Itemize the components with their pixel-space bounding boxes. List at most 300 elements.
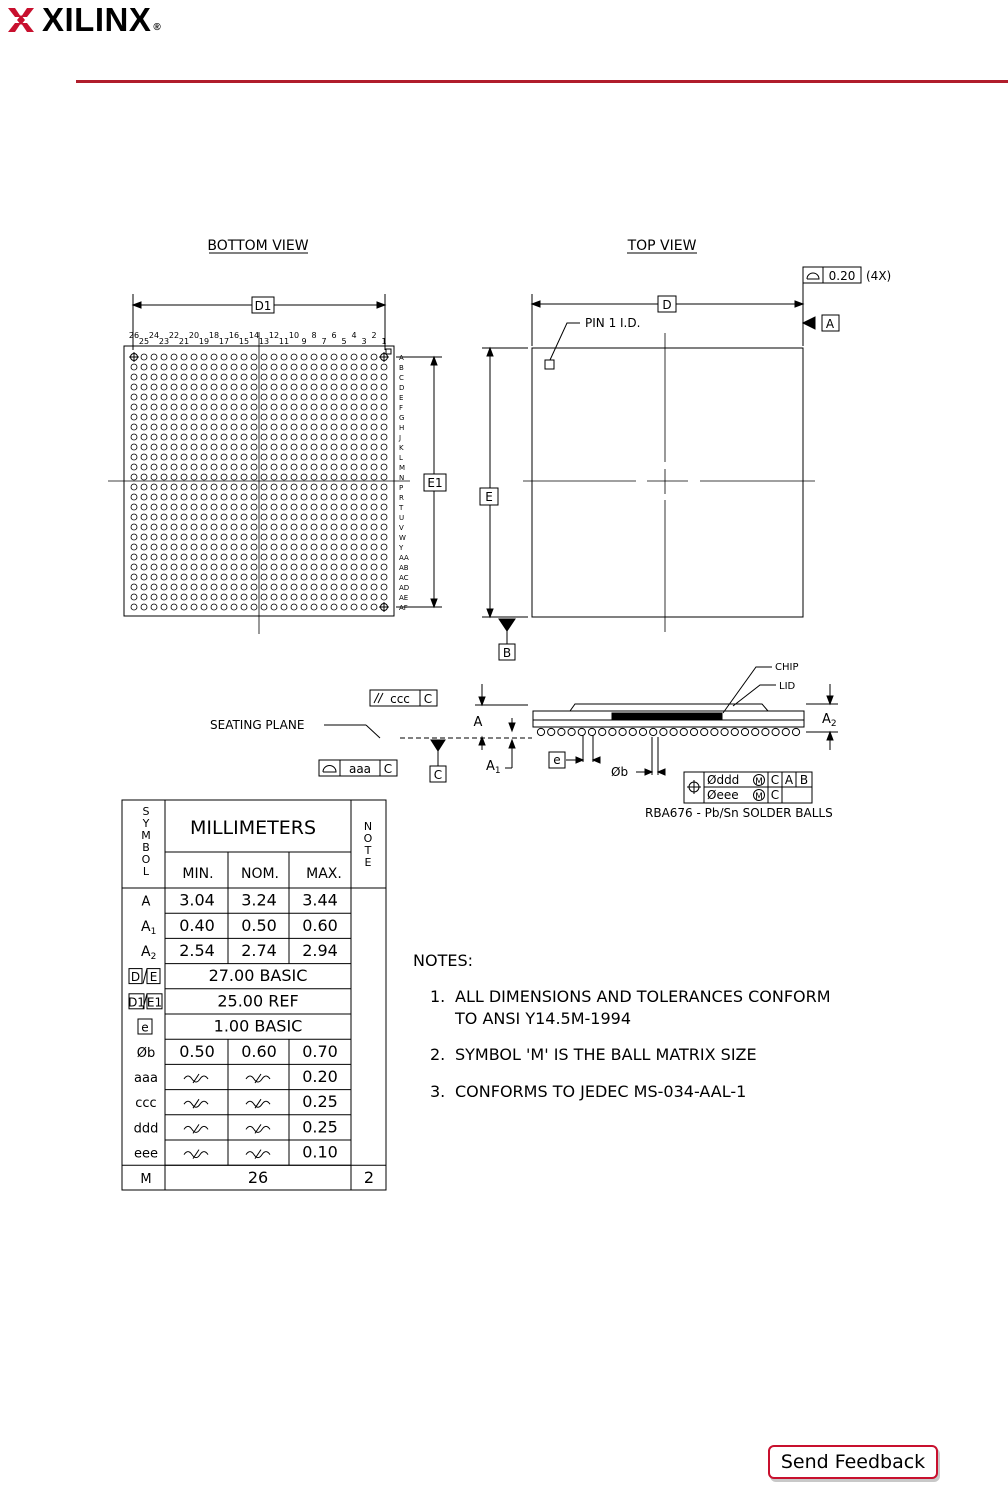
solder-ball	[341, 414, 347, 420]
solder-ball	[301, 574, 307, 580]
solder-ball	[151, 514, 157, 520]
e-pitch-label: e	[553, 753, 561, 767]
solder-ball	[141, 534, 147, 540]
solder-ball	[371, 574, 377, 580]
notes-block	[413, 951, 831, 1101]
solder-ball	[371, 444, 377, 450]
solder-ball	[371, 554, 377, 560]
solder-ball	[161, 364, 167, 370]
solder-ball	[201, 524, 207, 530]
solder-ball	[351, 504, 357, 510]
solder-ball	[171, 494, 177, 500]
solder-ball	[201, 544, 207, 550]
solder-ball	[271, 534, 277, 540]
lid-label: LID	[779, 681, 796, 692]
solder-ball	[221, 604, 227, 610]
solder-ball	[281, 364, 287, 370]
solder-ball	[361, 524, 367, 530]
solder-ball	[361, 554, 367, 560]
solder-ball	[181, 514, 187, 520]
row-letter: R	[399, 494, 404, 502]
solder-ball	[201, 414, 207, 420]
solder-ball	[141, 404, 147, 410]
solder-ball	[151, 564, 157, 570]
solder-ball	[371, 424, 377, 430]
solder-ball	[221, 414, 227, 420]
max-cell: 3.44	[302, 890, 338, 910]
solder-ball	[371, 524, 377, 530]
solder-ball	[301, 604, 307, 610]
solder-ball	[191, 404, 197, 410]
solder-ball	[381, 424, 387, 430]
solder-ball	[201, 434, 207, 440]
solder-ball	[311, 434, 317, 440]
solder-ball	[211, 444, 217, 450]
solder-ball	[181, 474, 187, 480]
solder-ball	[221, 384, 227, 390]
solder-ball	[281, 574, 287, 580]
solder-ball	[171, 544, 177, 550]
note-header-letter: E	[364, 856, 372, 869]
solder-ball	[321, 524, 327, 530]
solder-ball	[221, 554, 227, 560]
solder-ball	[311, 354, 317, 360]
row-letter: C	[399, 374, 404, 382]
solder-ball	[281, 484, 287, 490]
solder-ball	[311, 584, 317, 590]
solder-ball	[371, 354, 377, 360]
column-number: 26	[128, 331, 140, 340]
solder-ball	[351, 364, 357, 370]
solder-ball	[371, 454, 377, 460]
solder-ball	[241, 484, 247, 490]
solder-ball	[351, 494, 357, 500]
solder-ball	[261, 584, 267, 590]
side-ball	[762, 728, 769, 735]
solder-ball	[231, 434, 237, 440]
solder-ball	[381, 444, 387, 450]
solder-ball	[331, 594, 337, 600]
solder-ball	[301, 424, 307, 430]
solder-ball	[361, 584, 367, 590]
pin1-label: PIN 1 I.D.	[585, 316, 641, 330]
solder-ball	[211, 354, 217, 360]
solder-ball	[311, 494, 317, 500]
solder-ball	[251, 374, 257, 380]
solder-ball	[301, 564, 307, 570]
solder-ball	[261, 454, 267, 460]
solder-ball	[281, 384, 287, 390]
solder-ball	[251, 354, 257, 360]
nom-cell: 2.74	[241, 941, 277, 960]
solder-ball	[331, 504, 337, 510]
dash-symbol	[246, 1074, 270, 1083]
solder-ball	[311, 604, 317, 610]
symbol-cell: E1	[146, 995, 163, 1010]
solder-ball	[281, 414, 287, 420]
solder-ball	[331, 524, 337, 530]
solder-ball	[351, 434, 357, 440]
solder-ball	[341, 424, 347, 430]
solder-ball	[191, 474, 197, 480]
solder-ball	[271, 424, 277, 430]
solder-ball	[131, 364, 137, 370]
solder-ball	[161, 414, 167, 420]
solder-ball	[301, 474, 307, 480]
note-header-letter: T	[364, 844, 372, 857]
flatness-value: 0.20	[828, 269, 856, 283]
span-value-cell: 27.00 BASIC	[208, 966, 308, 986]
solder-ball	[251, 554, 257, 560]
solder-ball	[141, 524, 147, 530]
solder-ball	[381, 454, 387, 460]
solder-ball	[201, 574, 207, 580]
solder-ball	[161, 554, 167, 560]
solder-ball	[271, 414, 277, 420]
solder-ball	[361, 354, 367, 360]
solder-ball	[241, 474, 247, 480]
solder-ball	[251, 584, 257, 590]
solder-ball	[231, 504, 237, 510]
solder-ball	[331, 554, 337, 560]
solder-ball	[261, 464, 267, 470]
solder-ball	[381, 534, 387, 540]
symbol-cell: E	[149, 970, 158, 985]
bottom-view-label: BOTTOM VIEW	[207, 238, 309, 254]
column-number: 8	[311, 331, 317, 340]
row-letter: A	[399, 354, 404, 362]
solder-ball	[331, 544, 337, 550]
solder-ball	[341, 444, 347, 450]
symbol-cell: $A_1$	[141, 918, 157, 937]
solder-ball	[271, 604, 277, 610]
send-feedback-button[interactable]: Send Feedback	[768, 1445, 938, 1479]
solder-ball	[191, 544, 197, 550]
symbol-header-letter: O	[141, 853, 151, 866]
column-number: 5	[341, 337, 347, 346]
solder-ball	[231, 554, 237, 560]
solder-ball	[261, 574, 267, 580]
solder-ball	[201, 454, 207, 460]
side-ball	[568, 728, 575, 735]
symbol-header-letter: L	[142, 865, 150, 878]
solder-ball	[201, 494, 207, 500]
solder-ball	[321, 514, 327, 520]
solder-ball	[371, 484, 377, 490]
solder-ball	[161, 374, 167, 380]
solder-ball	[291, 464, 297, 470]
solder-ball	[211, 464, 217, 470]
datum-a: A	[825, 317, 835, 331]
solder-ball	[371, 584, 377, 590]
solder-ball	[311, 594, 317, 600]
solder-ball	[151, 364, 157, 370]
row-letter: T	[399, 504, 404, 512]
solder-ball	[241, 424, 247, 430]
solder-ball	[331, 484, 337, 490]
solder-ball	[161, 544, 167, 550]
max-cell: 2.94	[302, 941, 338, 960]
solder-ball	[151, 574, 157, 580]
solder-ball	[291, 514, 297, 520]
logo-registered: ®	[153, 21, 161, 33]
solder-ball	[381, 574, 387, 580]
note-3-num: 3.	[430, 1082, 446, 1101]
min-cell: 0.50	[179, 1041, 215, 1061]
row-letter: D	[399, 384, 405, 392]
solder-ball	[321, 584, 327, 590]
max-cell: 0.70	[302, 1041, 338, 1061]
solder-ball	[171, 604, 177, 610]
solder-ball	[261, 524, 267, 530]
solder-ball	[351, 604, 357, 610]
solder-ball	[251, 444, 257, 450]
solder-ball	[221, 434, 227, 440]
solder-ball	[161, 574, 167, 580]
solder-ball	[361, 464, 367, 470]
solder-ball	[161, 564, 167, 570]
solder-ball	[361, 574, 367, 580]
solder-ball	[321, 474, 327, 480]
solder-ball	[181, 404, 187, 410]
solder-ball	[241, 554, 247, 560]
solder-ball	[381, 364, 387, 370]
solder-ball	[241, 374, 247, 380]
solder-ball	[331, 444, 337, 450]
solder-ball	[251, 424, 257, 430]
solder-ball	[341, 374, 347, 380]
solder-ball	[131, 574, 137, 580]
row-letters	[398, 354, 409, 612]
solder-ball	[301, 364, 307, 370]
solder-ball	[361, 414, 367, 420]
side-ball	[680, 728, 687, 735]
solder-ball	[241, 504, 247, 510]
solder-ball	[251, 414, 257, 420]
solder-ball	[191, 364, 197, 370]
row-letter: J	[399, 434, 402, 442]
symbol-header-letter: B	[142, 841, 150, 854]
row-letter: L	[399, 454, 403, 462]
solder-ball	[331, 384, 337, 390]
side-ball	[578, 728, 585, 735]
solder-ball	[311, 394, 317, 400]
pin1-marker	[545, 360, 554, 369]
solder-ball	[151, 464, 157, 470]
symbol-cell: ddd	[133, 1121, 159, 1137]
solder-ball	[171, 424, 177, 430]
row-letter: AD	[399, 584, 410, 592]
row-letter: E	[399, 394, 404, 402]
solder-ball	[291, 584, 297, 590]
solder-ball	[331, 574, 337, 580]
solder-ball	[231, 484, 237, 490]
solder-ball	[231, 534, 237, 540]
column-number: 12	[268, 331, 280, 340]
solder-ball	[151, 454, 157, 460]
solder-ball	[141, 604, 147, 610]
solder-ball	[231, 404, 237, 410]
solder-ball	[181, 354, 187, 360]
solder-ball	[341, 534, 347, 540]
solder-ball	[251, 464, 257, 470]
solder-ball	[331, 604, 337, 610]
solder-ball	[271, 444, 277, 450]
solder-ball	[191, 524, 197, 530]
solder-ball	[311, 444, 317, 450]
solder-ball	[271, 394, 277, 400]
solder-ball	[281, 544, 287, 550]
solder-ball	[271, 474, 277, 480]
side-ball	[721, 728, 728, 735]
note-1-num: 1.	[430, 987, 446, 1006]
solder-ball	[211, 404, 217, 410]
solder-ball	[331, 404, 337, 410]
solder-ball	[131, 374, 137, 380]
solder-ball	[281, 474, 287, 480]
symbol-header-letter: Y	[142, 817, 150, 830]
solder-ball	[371, 384, 377, 390]
solder-ball	[141, 454, 147, 460]
ddd-m-circle: M	[755, 777, 763, 787]
solder-ball	[301, 544, 307, 550]
solder-ball	[161, 604, 167, 610]
solder-ball	[311, 374, 317, 380]
solder-ball	[221, 474, 227, 480]
column-number: 6	[331, 331, 337, 340]
solder-ball	[151, 354, 157, 360]
solder-ball	[331, 434, 337, 440]
solder-ball	[251, 494, 257, 500]
solder-ball	[171, 374, 177, 380]
solder-ball	[201, 594, 207, 600]
solder-ball	[261, 534, 267, 540]
solder-ball	[381, 584, 387, 590]
solder-ball	[241, 404, 247, 410]
solder-ball	[291, 544, 297, 550]
symbol-cell: D	[130, 970, 141, 985]
solder-ball	[231, 444, 237, 450]
solder-ball	[351, 384, 357, 390]
solder-ball	[371, 394, 377, 400]
solder-ball	[161, 514, 167, 520]
solder-ball	[131, 494, 137, 500]
solder-ball	[381, 484, 387, 490]
solder-ball	[361, 394, 367, 400]
solder-ball	[131, 524, 137, 530]
solder-ball	[161, 464, 167, 470]
solder-ball	[331, 394, 337, 400]
solder-ball	[231, 514, 237, 520]
solder-ball	[191, 354, 197, 360]
solder-ball	[211, 374, 217, 380]
row-letter: AE	[399, 594, 409, 602]
solder-ball	[171, 354, 177, 360]
solder-ball	[201, 364, 207, 370]
solder-ball	[261, 444, 267, 450]
solder-ball	[311, 554, 317, 560]
span-value-cell: 25.00 REF	[217, 991, 299, 1011]
solder-ball	[321, 384, 327, 390]
solder-ball	[161, 394, 167, 400]
span-value-cell: 26	[247, 1167, 269, 1187]
solder-ball	[181, 524, 187, 530]
side-ball	[629, 728, 636, 735]
solder-ball	[301, 484, 307, 490]
solder-ball	[151, 584, 157, 590]
symbol-cell: ccc	[135, 1096, 157, 1112]
symbol-cell: A	[141, 894, 151, 910]
solder-ball	[211, 494, 217, 500]
solder-ball	[321, 374, 327, 380]
solder-ball	[261, 484, 267, 490]
solder-ball	[351, 554, 357, 560]
note-cell: 2	[363, 1167, 375, 1187]
solder-ball	[181, 394, 187, 400]
solder-ball	[311, 414, 317, 420]
solder-ball	[131, 564, 137, 570]
solder-ball	[201, 424, 207, 430]
column-number: 23	[158, 337, 170, 346]
symbol-cell: Øb	[136, 1045, 156, 1061]
solder-ball	[231, 564, 237, 570]
solder-ball	[341, 454, 347, 460]
solder-ball	[341, 584, 347, 590]
solder-ball	[211, 564, 217, 570]
solder-ball	[251, 454, 257, 460]
solder-ball	[271, 574, 277, 580]
solder-ball	[181, 374, 187, 380]
solder-ball	[261, 364, 267, 370]
solder-ball	[311, 544, 317, 550]
solder-ball	[181, 424, 187, 430]
solder-ball	[381, 524, 387, 530]
solder-ball	[321, 564, 327, 570]
dash-symbol	[184, 1124, 208, 1133]
solder-ball	[231, 354, 237, 360]
symbol-header-letter: M	[141, 829, 151, 842]
solder-ball	[301, 524, 307, 530]
solder-ball	[261, 514, 267, 520]
solder-ball	[181, 544, 187, 550]
solder-ball	[371, 474, 377, 480]
solder-ball	[231, 394, 237, 400]
solder-ball	[381, 414, 387, 420]
flatness-count: (4X)	[866, 269, 892, 283]
solder-ball	[271, 364, 277, 370]
solder-ball	[271, 464, 277, 470]
solder-ball	[381, 554, 387, 560]
symbol-cell: aaa	[134, 1071, 158, 1086]
column-number: 7	[321, 337, 327, 346]
chip-label: CHIP	[775, 662, 799, 673]
solder-ball	[161, 384, 167, 390]
solder-ball	[201, 444, 207, 450]
note-3-text: CONFORMS TO JEDEC MS-034-AAL-1	[455, 1082, 747, 1101]
solder-ball	[131, 454, 137, 460]
solder-ball	[141, 494, 147, 500]
solder-ball	[221, 584, 227, 590]
solder-ball	[131, 394, 137, 400]
solder-ball	[291, 394, 297, 400]
solder-ball	[161, 594, 167, 600]
solder-ball	[331, 494, 337, 500]
solder-ball	[241, 534, 247, 540]
solder-ball	[161, 484, 167, 490]
solder-ball	[291, 594, 297, 600]
solder-ball	[181, 574, 187, 580]
solder-ball	[241, 604, 247, 610]
